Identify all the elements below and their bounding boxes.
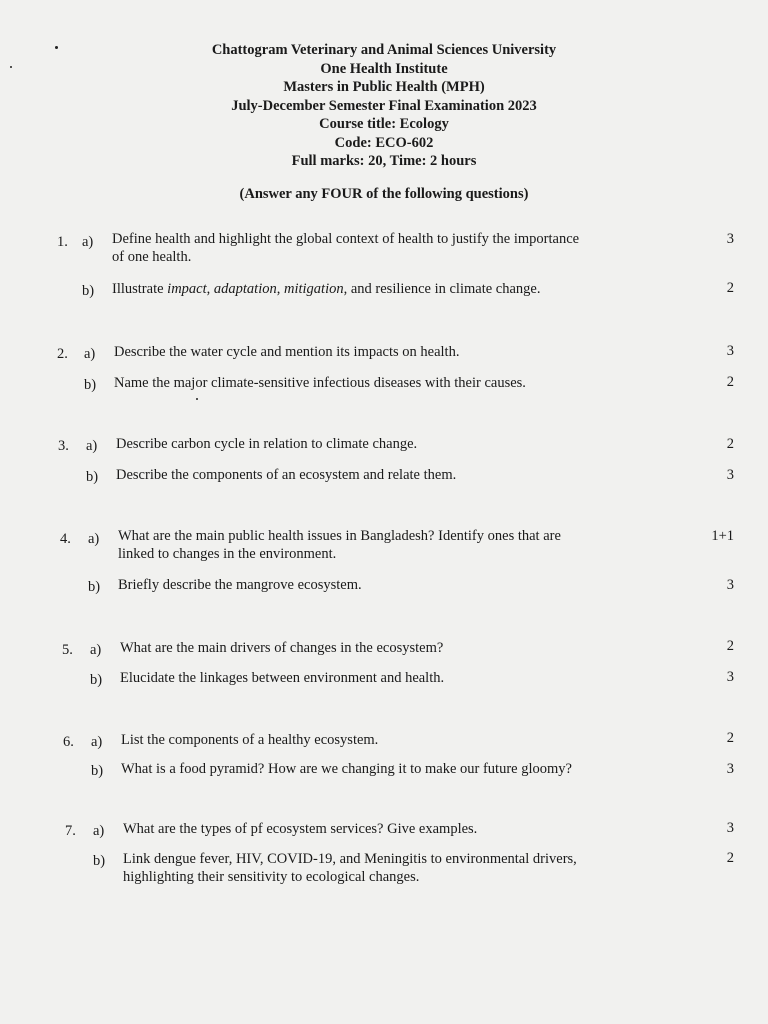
marks: 1+1 xyxy=(711,528,734,544)
marks: 3 xyxy=(726,467,734,483)
exam-header xyxy=(0,41,768,171)
question-text-segment: , and resilience in climate change. xyxy=(343,281,541,297)
part-label: a) xyxy=(84,346,96,362)
marks: 2 xyxy=(726,730,734,746)
question-text-italic: impact xyxy=(167,281,207,297)
question-number: 4. xyxy=(60,531,71,547)
question-text-segment: Illustrate xyxy=(112,281,168,297)
course-title: Course title: Ecology xyxy=(319,116,449,132)
part-label: a) xyxy=(88,531,100,547)
part-label: a) xyxy=(82,234,94,250)
question-number: 5. xyxy=(62,642,73,658)
university-name: Chattogram Veterinary and Animal Sciences University xyxy=(211,42,557,58)
question-text-line: Define health and highlight the global context of health to justify the importance xyxy=(112,231,580,247)
question-number: 7. xyxy=(65,823,76,839)
part-label: b) xyxy=(84,377,97,393)
part-label: b) xyxy=(90,672,103,688)
question-text: Briefly describe the mangrove ecosystem. xyxy=(118,577,362,593)
part-label: a) xyxy=(93,823,105,839)
question-text: Describe the water cycle and mention its impacts on health. xyxy=(114,344,460,360)
marks: 3 xyxy=(726,820,734,836)
question-text-segment: , xyxy=(276,281,284,297)
exam-name: July-December Semester Final Examination 2023 xyxy=(231,97,537,114)
question-number: 2. xyxy=(57,346,68,362)
question-text: List the components of a healthy ecosystem. xyxy=(121,732,379,748)
question-text: Describe carbon cycle in relation to climate change. xyxy=(116,436,418,452)
marks: 2 xyxy=(726,436,734,452)
marks-and-time: Full marks: 20, Time: 2 hours xyxy=(291,153,477,169)
institute-name: One Health Institute xyxy=(320,60,448,77)
part-label: a) xyxy=(91,734,103,750)
part-label: a) xyxy=(86,438,98,454)
question-text-italic: adaptation xyxy=(213,281,277,297)
marks: 3 xyxy=(726,231,734,247)
question-text: Describe the components of an ecosystem and relate them. xyxy=(116,467,457,483)
question-text-italic: mitigation xyxy=(283,281,344,297)
marks: 2 xyxy=(726,638,734,654)
question-number: 6. xyxy=(63,734,74,750)
question-text xyxy=(123,850,703,886)
marks: 3 xyxy=(726,669,734,685)
question-number: 3. xyxy=(58,438,69,454)
part-label: b) xyxy=(91,763,104,779)
question-text-line: highlighting their sensitivity to ecological changes. xyxy=(123,869,420,885)
question-text: What are the main drivers of changes in the ecosystem? xyxy=(120,640,444,656)
marks: 2 xyxy=(726,374,734,390)
question-text: What is a food pyramid? How are we changing it to make our future gloomy? xyxy=(121,761,572,777)
marks: 3 xyxy=(726,761,734,777)
question-text xyxy=(112,280,692,298)
course-code: Code: ECO-602 xyxy=(334,134,434,151)
part-label: b) xyxy=(93,853,106,869)
question-text xyxy=(118,527,698,563)
question-number: 1. xyxy=(57,234,68,250)
exam-instruction: (Answer any FOUR of the following questions) xyxy=(239,186,529,202)
marks: 2 xyxy=(726,850,734,866)
part-label: b) xyxy=(86,469,99,485)
marks: 3 xyxy=(726,343,734,359)
part-label: a) xyxy=(90,642,102,658)
part-label: b) xyxy=(88,579,101,595)
question-text-line: Link dengue fever, HIV, COVID-19, and Meningitis to environmental drivers, xyxy=(123,851,577,867)
question-text-segment: , xyxy=(206,281,214,297)
question-text: Elucidate the linkages between environment and health. xyxy=(120,670,445,686)
question-text: What are the types of pf ecosystem services? Give examples. xyxy=(123,821,478,837)
question-text xyxy=(112,230,692,266)
question-text-line: linked to changes in the environment. xyxy=(118,546,337,562)
marks: 3 xyxy=(726,577,734,593)
program-name: Masters in Public Health (MPH) xyxy=(283,79,485,95)
part-label: b) xyxy=(82,283,95,299)
question-text: Name the major climate-sensitive infectious diseases with their causes. xyxy=(114,375,526,391)
question-text-line: What are the main public health issues in Bangladesh? Identify ones that are xyxy=(118,528,561,544)
scan-speck xyxy=(196,398,198,400)
marks: 2 xyxy=(726,280,734,296)
question-text-line: of one health. xyxy=(112,249,192,265)
